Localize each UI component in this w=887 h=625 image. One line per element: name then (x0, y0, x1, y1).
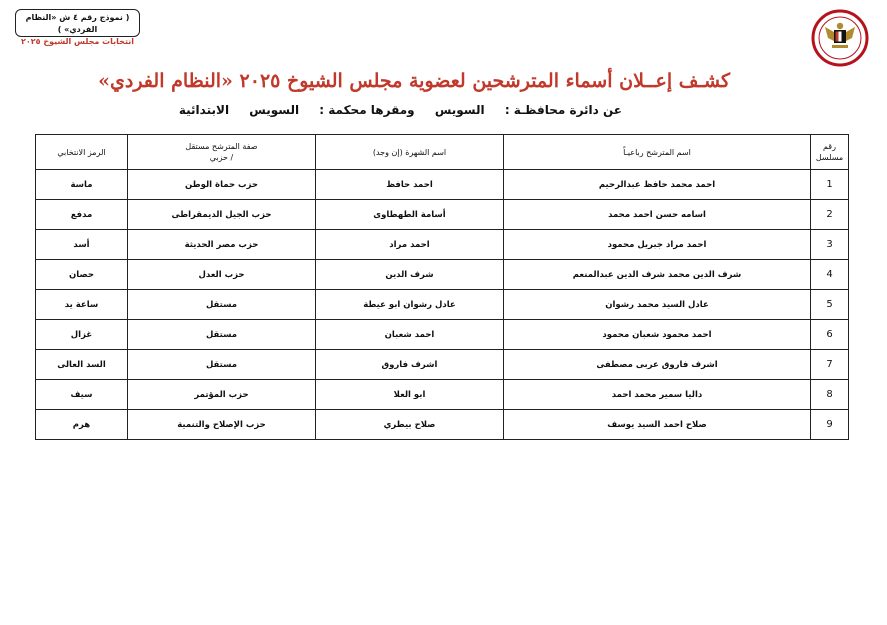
court-value: السويس (249, 103, 300, 117)
row-serial: 8 (811, 380, 849, 410)
table-row (36, 410, 849, 440)
table-row (36, 230, 849, 260)
row-symbol: سيف (36, 380, 128, 410)
row-symbol: ماسة (36, 170, 128, 200)
row-nickname: ابو العلا (316, 380, 504, 410)
row-serial: 1 (811, 170, 849, 200)
row-serial: 9 (811, 410, 849, 440)
row-name: احمد مراد جبريل محمود (504, 230, 811, 260)
court-label: ومقرها محكمة : (319, 103, 415, 117)
row-status: مستقل (128, 320, 316, 350)
row-status: حزب المؤتمر (128, 380, 316, 410)
eagle-emblem-icon (825, 23, 855, 48)
row-serial: 7 (811, 350, 849, 380)
row-symbol: ساعة يد (36, 290, 128, 320)
row-status: حزب العدل (128, 260, 316, 290)
row-nickname: صلاح بيطري (316, 410, 504, 440)
district-label: عن دائرة محافظـة : (504, 103, 622, 117)
row-nickname: شرف الدين (316, 260, 504, 290)
row-status: مستقل (128, 350, 316, 380)
election-authority-logo (808, 8, 872, 68)
row-nickname: احمد شعبان (316, 320, 504, 350)
district-value: السويس (434, 103, 485, 117)
table-row (36, 170, 849, 200)
form-number-label: ( نموذج رقم ٤ ش «النظام الفردي» ) (25, 13, 130, 34)
row-name: احمد محمد حافظ عبدالرحيم (504, 170, 811, 200)
form-number-box (15, 9, 140, 46)
table-row (36, 380, 849, 410)
table-row (36, 260, 849, 290)
row-symbol: السد العالى (36, 350, 128, 380)
header-name: اسم المترشح رباعيـاً (504, 135, 811, 170)
court-type: الابتدائية (178, 103, 230, 117)
row-status: حزب الجيل الديمقراطى (128, 200, 316, 230)
row-status: حزب الإصلاح والتنمية (128, 410, 316, 440)
election-name-label: انتخابات مجلس الشيوخ ٢٠٢٥ (21, 37, 134, 46)
row-nickname: اشرف فاروق (316, 350, 504, 380)
row-status: مستقل (128, 290, 316, 320)
table-row (36, 320, 849, 350)
row-nickname: احمد مراد (316, 230, 504, 260)
row-symbol: غزال (36, 320, 128, 350)
row-symbol: هرم (36, 410, 128, 440)
district-line (163, 103, 622, 117)
table-row (36, 290, 849, 320)
page-title: كشـف إعــلان أسماء المترشحين لعضوية مجلس الشيوخ ٢٠٢٥ «النظام الفردي» (98, 70, 730, 92)
row-nickname: احمد حافظ (316, 170, 504, 200)
row-serial: 5 (811, 290, 849, 320)
row-symbol: مدفع (36, 200, 128, 230)
row-status: حزب مصر الحديثة (128, 230, 316, 260)
header-symbol: الرمز الانتخابي (36, 135, 128, 170)
row-name: اسامه حسن احمد محمد (504, 200, 811, 230)
row-serial: 4 (811, 260, 849, 290)
row-name: داليا سمير محمد احمد (504, 380, 811, 410)
row-serial: 6 (811, 320, 849, 350)
header-serial: رقم مسلسل (811, 135, 849, 170)
row-serial: 2 (811, 200, 849, 230)
table-row (36, 350, 849, 380)
row-name: عادل السيد محمد رشوان (504, 290, 811, 320)
row-symbol: حصان (36, 260, 128, 290)
table-row (36, 200, 849, 230)
table-header-row (36, 135, 849, 170)
row-symbol: أسد (36, 230, 128, 260)
row-name: صلاح احمد السيد يوسف (504, 410, 811, 440)
row-name: شرف الدين محمد شرف الدين عبدالمنعم (504, 260, 811, 290)
header-status: صفة المترشح مستقل / حزبي (128, 135, 316, 170)
header-nickname: اسم الشهرة (إن وجد) (316, 135, 504, 170)
row-nickname: عادل رشوان ابو عيطة (316, 290, 504, 320)
row-name: اشرف فاروق عربى مصطفى (504, 350, 811, 380)
row-name: احمد محمود شعبان محمود (504, 320, 811, 350)
candidates-table (35, 134, 849, 440)
row-serial: 3 (811, 230, 849, 260)
row-status: حزب حماة الوطن (128, 170, 316, 200)
row-nickname: أسامة الطهطاوى (316, 200, 504, 230)
